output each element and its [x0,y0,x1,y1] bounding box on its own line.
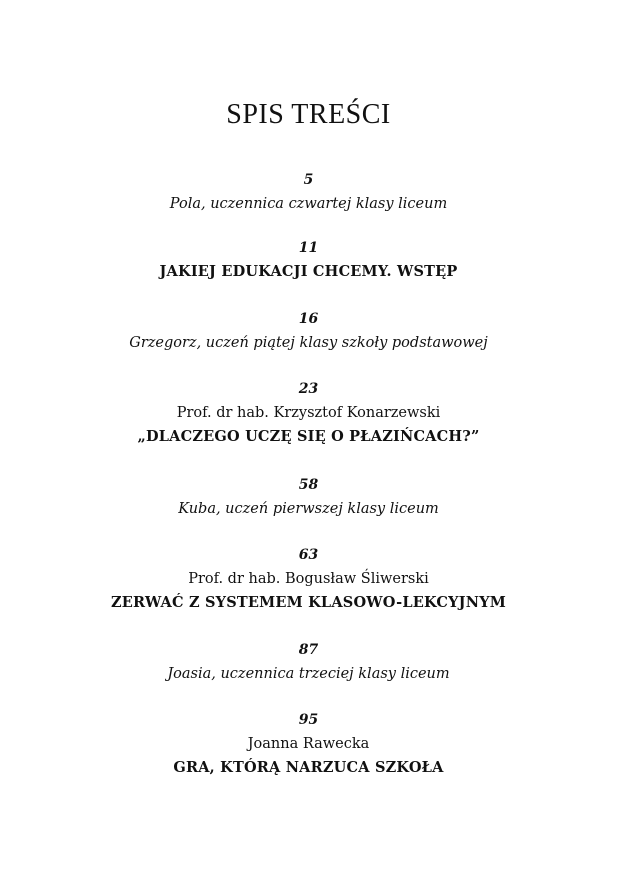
toc-entry [0,238,617,284]
page-number: 63 [298,547,319,563]
entry-subtitle: Joasia, uczennica trzeciej klasy liceum [167,666,450,682]
toc-entry [0,379,617,449]
page-number: 16 [298,311,319,327]
toc-entry [0,170,617,216]
entry-author: Prof. dr hab. Krzysztof Konarzewski [176,405,441,421]
entry-subtitle: Grzegorz, uczeń piątej klasy szkoły podstawowej [129,335,488,351]
entry-author: Joanna Rawecka [247,736,370,752]
entry-heading: GRA, KTÓRĄ NARZUCA SZKOŁA [173,759,444,776]
entry-heading: „DLACZEGO UCZĘ SIĘ O PŁAZIŃCACH?” [137,428,480,445]
page-number: 95 [298,712,319,728]
page-number: 87 [298,642,319,658]
toc-entry [0,475,617,521]
entry-subtitle: Pola, uczennica czwartej klasy liceum [169,196,448,212]
toc-entry [0,640,617,686]
entry-subtitle: Kuba, uczeń pierwszej klasy liceum [178,501,439,517]
page-title: SPIS TREŚCI [226,99,391,130]
toc-entry [0,710,617,780]
page-number: 11 [298,240,319,256]
entry-heading: JAKIEJ EDUKACJI CHCEMY. WSTĘP [159,263,458,280]
page-number: 23 [298,381,319,397]
entry-heading: ZERWAĆ Z SYSTEMEM KLASOWO-LEKCYJNYM [110,594,507,611]
toc-entry [0,309,617,355]
page-number: 5 [303,172,314,188]
page-number: 58 [298,477,319,493]
toc-entry [0,545,617,615]
entry-author: Prof. dr hab. Bogusław Śliwerski [188,571,429,587]
